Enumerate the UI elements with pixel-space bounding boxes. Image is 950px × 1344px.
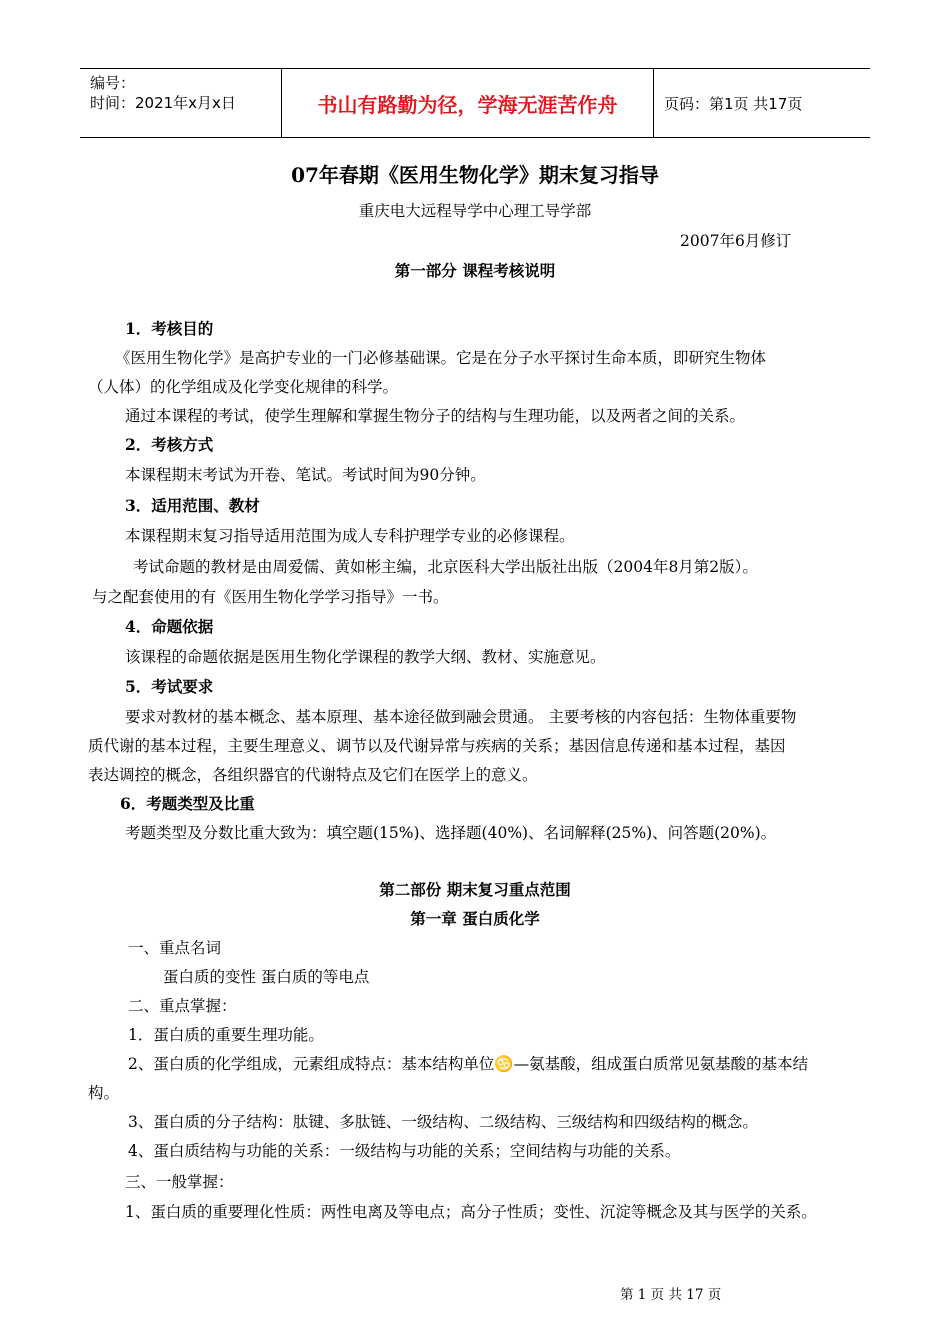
part2-title: 第二部份 期末复习重点范围	[379, 880, 571, 899]
revision-date: 2007年6月修订	[680, 232, 792, 250]
s3-p2-line2: 与之配套使用的有《医用生物化学学习指导》一书。	[92, 588, 449, 606]
s1-p1-line2: （人体）的化学组成及化学变化规律的科学。	[88, 378, 399, 396]
header-meta-cell	[80, 69, 280, 137]
number-label: 编号：	[90, 74, 136, 92]
organization: 重庆电大远程导学中心理工导学部	[358, 202, 592, 220]
s5-heading: 5．考试要求	[125, 677, 214, 696]
s6-p1: 考题类型及分数比重大致为：填空题(15%)、选择题(40%)、名词解释(25%)、问答题(20%)。	[125, 824, 777, 842]
time-label: 时间：2021年x月x日	[90, 94, 236, 112]
s4-p1: 该课程的命题依据是医用生物化学课程的教学大纲、教材、实施意见。	[125, 648, 606, 666]
page-footer: 第 1 页 共 17 页	[620, 1287, 722, 1303]
ch1-key-mastery-heading: 二、重点掌握：	[128, 997, 237, 1015]
s6-heading: 6．考题类型及比重	[120, 794, 255, 813]
document-title: 07年春期《医用生物化学》期末复习指导	[291, 163, 659, 187]
ch1-key-item-4: 4、蛋白质结构与功能的关系：一级结构与功能的关系；空间结构与功能的关系。	[128, 1142, 681, 1160]
s5-p1-line1: 要求对教材的基本概念、基本原理、基本途径做到融会贯通。 主要考核的内容包括：生物体重要物	[125, 708, 797, 726]
chapter1-title: 第一章 蛋白质化学	[410, 909, 540, 928]
s5-p1-line2: 质代谢的基本过程，主要生理意义、调节以及代谢异常与疾病的关系；基因信息传递和基本过程，基因	[88, 737, 786, 755]
s1-heading: 1．考核目的	[125, 319, 214, 338]
s1-p2: 通过本课程的考试，使学生理解和掌握生物分子的结构与生理功能，以及两者之间的关系。	[125, 407, 746, 425]
motto: 书山有路勤为径，学海无涯苦作舟	[281, 69, 654, 137]
ch1-general-heading: 三、一般掌握：	[125, 1173, 234, 1191]
s2-heading: 2．考核方式	[125, 435, 214, 454]
s3-heading: 3．适用范围、教材	[125, 496, 260, 515]
ch1-key-item-3: 3、蛋白质的分子结构：肽键、多肽链、一级结构、二级结构、三级结构和四级结构的概念。	[128, 1113, 758, 1131]
s1-p1-line1: 《医用生物化学》是高护专业的一门必修基础课。它是在分子水平探讨生命本质，即研究生物体	[115, 349, 767, 367]
ch1-key-terms: 蛋白质的变性 蛋白质的等电点	[163, 968, 370, 986]
s3-p2-line1: 考试命题的教材是由周爱儒、黄如彬主编，北京医科大学出版社出版（2004年8月第2版）。	[133, 558, 758, 576]
ch1-general-item-1: 1、蛋白质的重要理化性质：两性电离及等电点；高分子性质；变性、沉淀等概念及其与医学的关系。	[125, 1203, 817, 1221]
ch1-key-item-2-line2: 构。	[88, 1084, 120, 1102]
s5-p1-line3: 表达调控的概念，各组织器官的代谢特点及它们在医学上的意义。	[88, 766, 538, 784]
s3-p1: 本课程期末复习指导适用范围为成人专科护理学专业的必修课程。	[125, 527, 575, 545]
ch1-key-item-1: 1．蛋白质的重要生理功能。	[128, 1026, 324, 1044]
part1-title: 第一部分 课程考核说明	[394, 261, 556, 280]
ch1-key-item-2-line1: 2、蛋白质的化学组成，元素组成特点：基本结构单位♋—氨基酸，组成蛋白质常见氨基酸的基本结	[128, 1055, 809, 1073]
s4-heading: 4．命题依据	[125, 617, 214, 636]
page-info: 页码：第1页 共17页	[664, 94, 803, 113]
ch1-key-terms-heading: 一、重点名词	[128, 939, 222, 957]
s2-p1: 本课程期末考试为开卷、笔试。考试时间为90分钟。	[125, 466, 486, 484]
header-table	[80, 68, 870, 138]
